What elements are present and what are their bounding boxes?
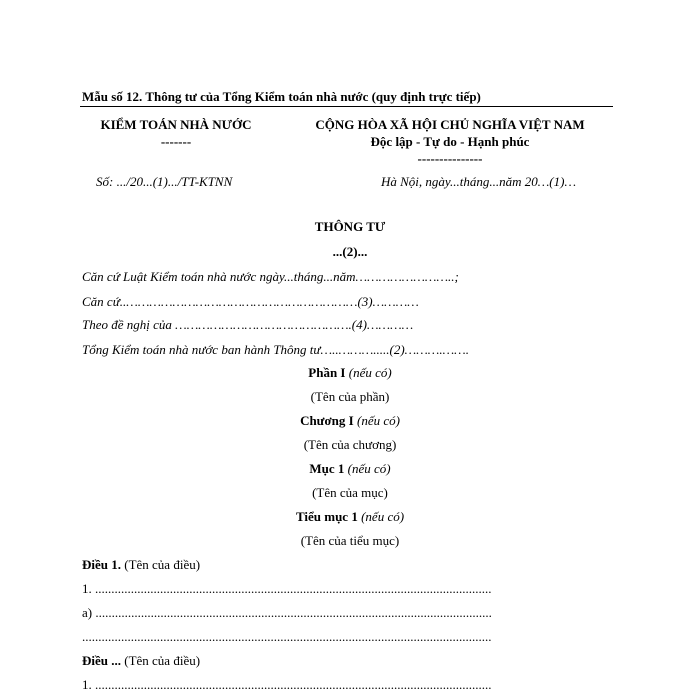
section-name: (Tên của mục) <box>312 485 388 500</box>
part-label: Phần I <box>308 365 346 380</box>
article-n-clause-1: 1. .......................................................................................................................... <box>82 677 492 692</box>
form-title: Mẫu số 12. Thông tư của Tổng Kiểm toán nhà nước (quy định trực tiếp) <box>82 89 481 104</box>
agency-name: KIỂM TOÁN NHÀ NƯỚC <box>100 117 252 132</box>
article-1-clause-1: 1. .......................................................................................................................... <box>82 581 492 596</box>
article-1-name: (Tên của điều) <box>124 557 201 572</box>
subsection-heading <box>150 509 550 525</box>
article-n-heading <box>82 653 200 669</box>
document-number: Số: .../20...(1).../TT-KTNN <box>96 174 233 189</box>
motto-dash: --------------- <box>417 151 483 166</box>
subsection-name: (Tên của tiểu mục) <box>300 533 400 548</box>
chapter-label: Chương I <box>300 413 354 428</box>
section-note: (nếu có) <box>347 461 391 476</box>
part-heading <box>150 365 550 381</box>
place-date: Hà Nội, ngày...tháng...năm 20…(1)… <box>381 174 576 189</box>
subsection-label: Tiểu mục 1 <box>295 509 358 524</box>
section-heading <box>150 461 550 477</box>
proposal-line: Theo đề nghị của ……………………………………….(4)………… <box>82 317 414 332</box>
issue-line: Tổng Kiểm toán nhà nước ban hành Thông tư…..……….....(2)……….……. <box>82 342 469 357</box>
article-n-label: Điều ... <box>82 653 121 668</box>
chapter-note: (nếu có) <box>356 413 400 428</box>
agency-dash: ------- <box>160 134 192 149</box>
part-note: (nếu có) <box>348 365 392 380</box>
document-type: THÔNG TƯ <box>314 219 386 234</box>
document-title: ...(2)... <box>332 244 368 259</box>
article-n-name: (Tên của điều) <box>124 653 201 668</box>
article-1-point-a: a) .......................................................................................................................... <box>82 605 492 620</box>
chapter-name: (Tên của chương) <box>303 437 397 452</box>
article-1-dots: .............................................................................................................................. <box>82 629 492 644</box>
nation-name: CỘNG HÒA XÃ HỘI CHỦ NGHĨA VIỆT NAM <box>315 117 585 132</box>
article-1-heading <box>82 557 200 573</box>
basis-law: Căn cứ Luật Kiểm toán nhà nước ngày...tháng...năm……………………..; <box>82 269 459 284</box>
agency-block <box>86 116 266 150</box>
basis-other: Căn cứ..……………………………………………………(3)………… <box>82 294 419 309</box>
section-label: Mục 1 <box>309 461 345 476</box>
chapter-heading <box>150 413 550 429</box>
nation-block <box>285 116 615 167</box>
motto: Độc lập - Tự do - Hạnh phúc <box>370 134 530 149</box>
subsection-note: (nếu có) <box>361 509 405 524</box>
article-1-label: Điều 1. <box>82 557 121 572</box>
part-name: (Tên của phần) <box>310 389 390 404</box>
header-rule <box>80 106 613 107</box>
